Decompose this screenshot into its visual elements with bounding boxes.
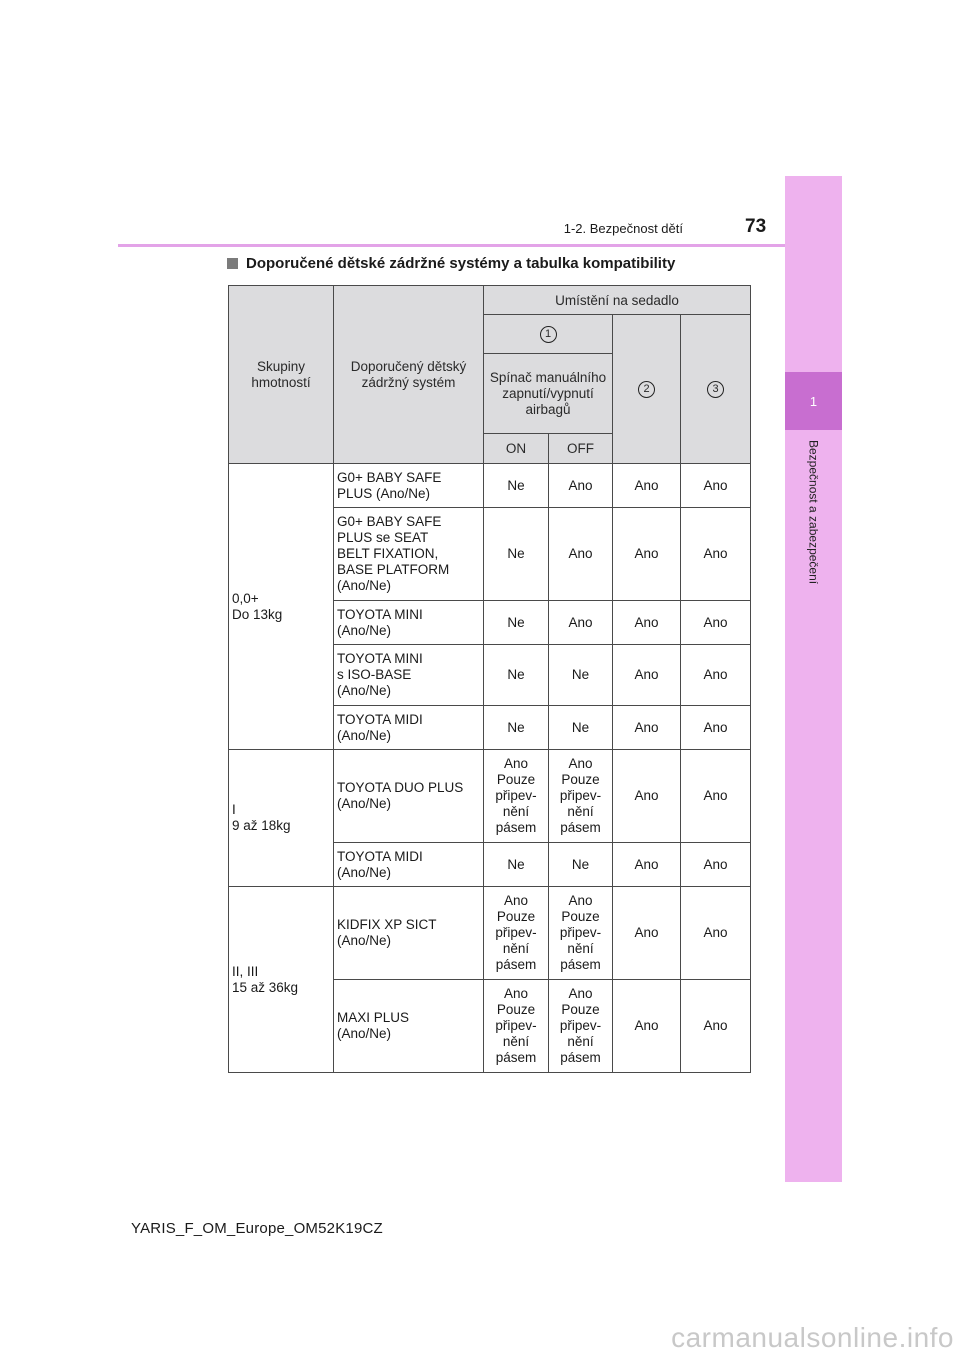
header-divider [118,244,785,247]
position-3-cell: Ano [681,887,751,980]
position-1-on-cell: Ano Pouze připev- nění pásem [484,980,549,1073]
header-weight-group: Skupiny hmotností [229,286,334,464]
position-3-cell: Ano [681,508,751,601]
system-cell: TOYOTA MINI s ISO-BASE (Ano/Ne) [334,645,484,706]
position-2-cell: Ano [613,887,681,980]
header-switch-off: OFF [549,434,613,464]
header-position-1 [484,315,613,354]
header-position-2 [613,315,681,464]
position-1-on-cell: Ne [484,843,549,887]
header-recommended-system: Doporučený dětský zádržný systém [334,286,484,464]
system-cell: MAXI PLUS (Ano/Ne) [334,980,484,1073]
position-2-cell: Ano [613,601,681,645]
position-1-off-cell: Ano [549,508,613,601]
square-bullet-icon [227,258,238,269]
header-switch-on: ON [484,434,549,464]
position-1-off-cell: Ano [549,601,613,645]
position-3-cell: Ano [681,601,751,645]
position-2-cell: Ano [613,464,681,508]
section-title: 1-2. Bezpečnost dětí [563,221,683,236]
system-cell: TOYOTA DUO PLUS (Ano/Ne) [334,750,484,843]
header-seat-position: Umístění na sedadlo [484,286,751,315]
table-heading [227,255,675,272]
position-1-off-cell: Ne [549,706,613,750]
position-2-cell: Ano [613,508,681,601]
table-row [229,887,751,980]
position-1-off-cell: Ne [549,843,613,887]
position-1-on-cell: Ne [484,464,549,508]
position-3-cell: Ano [681,706,751,750]
page-number: 73 [745,216,767,237]
position-3-cell: Ano [681,750,751,843]
side-chapter-tab [785,176,842,1182]
position-1-off-cell: Ano Pouze připev- nění pásem [549,980,613,1073]
circled-number-2-icon: 2 [638,381,655,398]
position-1-on-cell: Ne [484,706,549,750]
position-1-off-cell: Ne [549,645,613,706]
weight-group-cell: I 9 až 18kg [229,750,334,887]
position-2-cell: Ano [613,980,681,1073]
position-2-cell: Ano [613,645,681,706]
side-chapter-label: Bezpečnost a zabezpečení [806,440,821,585]
system-cell: TOYOTA MINI (Ano/Ne) [334,601,484,645]
position-1-on-cell: Ano Pouze připev- nění pásem [484,750,549,843]
weight-group-cell: 0,0+ Do 13kg [229,464,334,750]
position-1-on-cell: Ne [484,645,549,706]
table-row [229,750,751,843]
position-1-off-cell: Ano [549,464,613,508]
position-3-cell: Ano [681,464,751,508]
system-cell: KIDFIX XP SICT (Ano/Ne) [334,887,484,980]
circled-number-1-icon: 1 [540,326,557,343]
watermark: carmanualsonline.info [671,1322,954,1353]
system-cell: G0+ BABY SAFE PLUS se SEAT BELT FIXATION, BASE PLATFORM (Ano/Ne) [334,508,484,601]
position-2-cell: Ano [613,843,681,887]
position-1-on-cell: Ano Pouze připev- nění pásem [484,887,549,980]
position-1-off-cell: Ano Pouze připev- nění pásem [549,887,613,980]
system-cell: TOYOTA MIDI (Ano/Ne) [334,843,484,887]
position-1-off-cell: Ano Pouze připev- nění pásem [549,750,613,843]
side-chapter-number: 1 [785,372,842,430]
compatibility-table [228,285,751,1073]
table-row [229,464,751,508]
document-footer-code: YARIS_F_OM_Europe_OM52K19CZ [131,1220,383,1237]
weight-group-cell: II, III 15 až 36kg [229,887,334,1073]
position-2-cell: Ano [613,750,681,843]
position-3-cell: Ano [681,980,751,1073]
position-1-on-cell: Ne [484,601,549,645]
system-cell: G0+ BABY SAFE PLUS (Ano/Ne) [334,464,484,508]
table-heading-text: Doporučené dětské zádržné systémy a tabulka kompatibility [246,255,676,272]
position-1-on-cell: Ne [484,508,549,601]
system-cell: TOYOTA MIDI (Ano/Ne) [334,706,484,750]
circled-number-3-icon: 3 [707,381,724,398]
position-3-cell: Ano [681,645,751,706]
position-2-cell: Ano [613,706,681,750]
position-3-cell: Ano [681,843,751,887]
header-position-3 [681,315,751,464]
header-airbag-switch: Spínač manuálního zapnutí/vypnutí airbagů [484,354,613,434]
